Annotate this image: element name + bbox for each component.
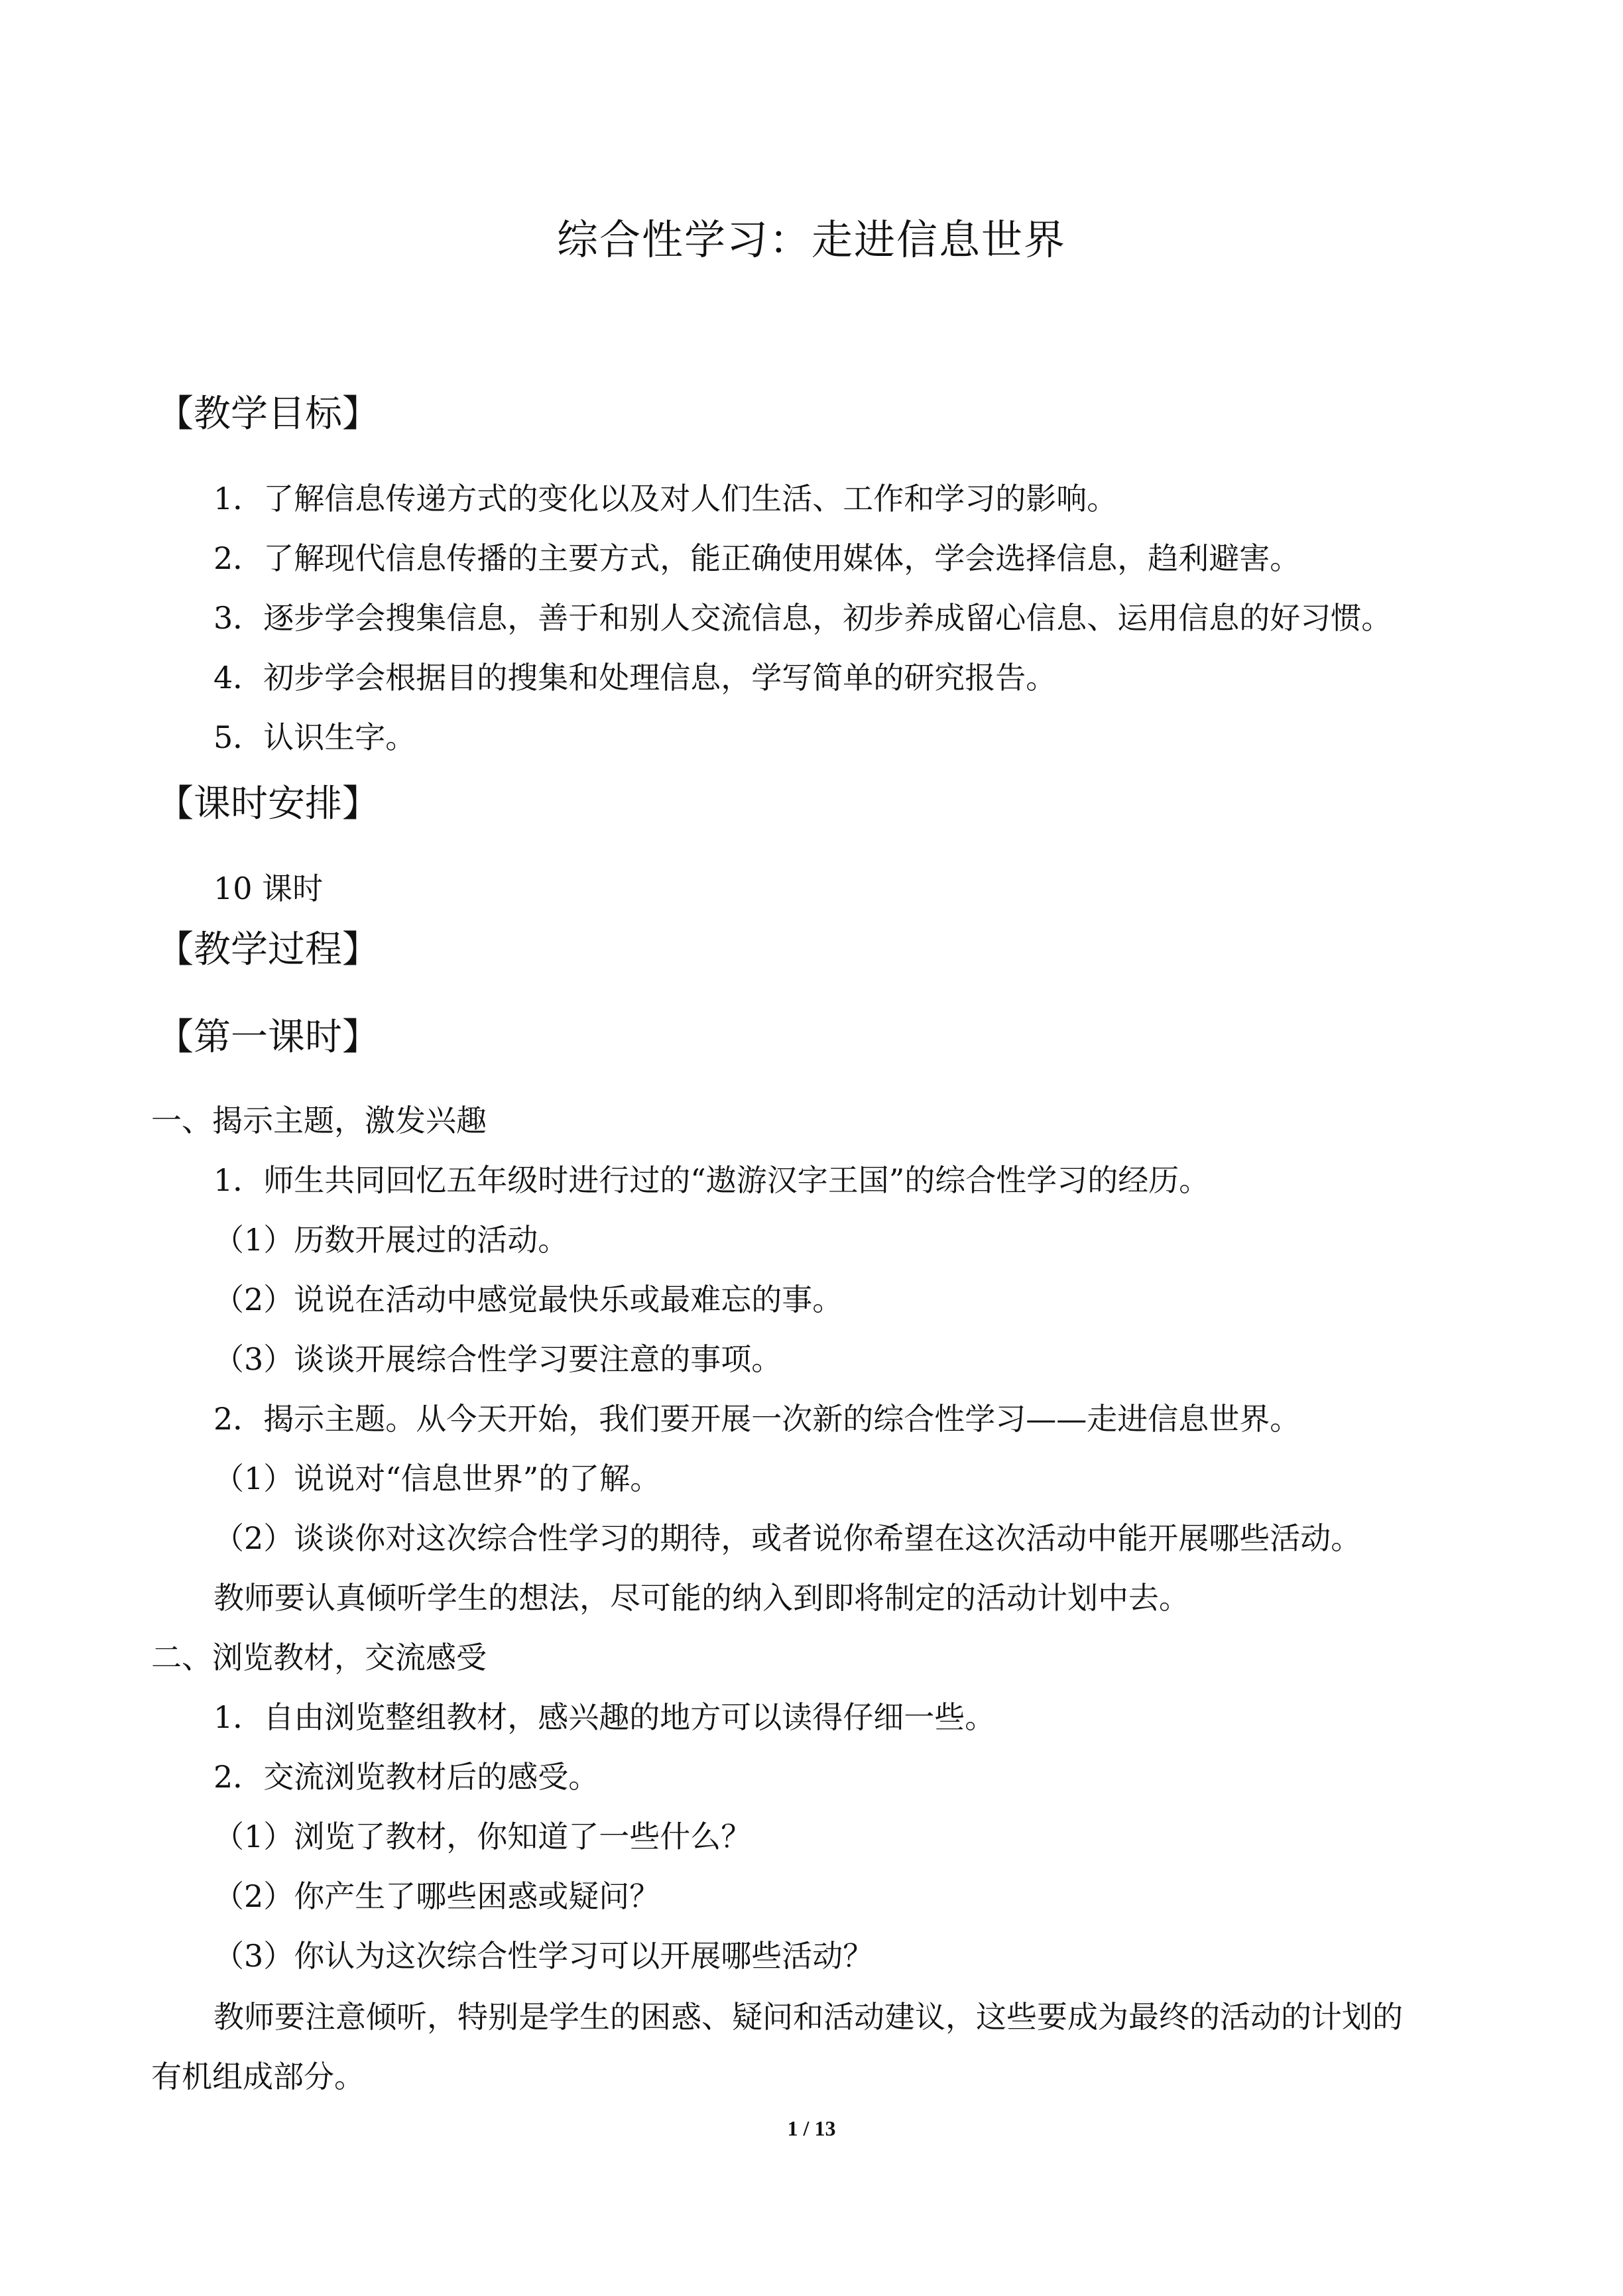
part2-item: （1）浏览了教材，你知道了一些什么？ <box>213 1819 752 1854</box>
part1-item: （1）说说对“信息世界”的了解。 <box>213 1461 661 1496</box>
objective-item: 3．逐步学会搜集信息，善于和别人交流信息，初步养成留心信息、运用信息的好习惯。 <box>213 600 1392 636</box>
schedule-value: 10 课时 <box>213 871 324 906</box>
part1-title: 一、揭示主题，激发兴趣 <box>151 1103 487 1138</box>
part1-item: （3）谈谈开展综合性学习要注意的事项。 <box>213 1341 782 1377</box>
closing-paragraph-line1: 教师要注意倾听，特别是学生的困惑、疑问和活动建议，这些要成为最终的活动的计划的 <box>213 1999 1403 2035</box>
objective-item: 4．初步学会根据目的搜集和处理信息，学写简单的研究报告。 <box>213 660 1057 695</box>
schedule-heading: 【课时安排】 <box>156 782 379 825</box>
part2-item: 1．自由浏览整组教材，感兴趣的地方可以读得仔细一些。 <box>213 1699 996 1735</box>
part1-item: （1）历数开展过的活动。 <box>213 1222 569 1258</box>
part1-item: （2）谈谈你对这次综合性学习的期待，或者说你希望在这次活动中能开展哪些活动。 <box>213 1520 1362 1556</box>
part1-item: 1．师生共同回忆五年级时进行过的“遨游汉字王国”的综合性学习的经历。 <box>213 1162 1210 1198</box>
process-heading: 【教学过程】 <box>156 928 379 971</box>
page-number: 1 / 13 <box>787 2116 836 2140</box>
part2-title: 二、浏览教材，交流感受 <box>151 1640 487 1675</box>
part2-item: （3）你认为这次综合性学习可以开展哪些活动？ <box>213 1938 874 1974</box>
objective-item: 5．认识生字。 <box>213 719 416 755</box>
document-title: 综合性学习：走进信息世界 <box>556 215 1066 264</box>
lesson1-heading: 【第一课时】 <box>156 1016 379 1059</box>
part1-note: 教师要认真倾听学生的想法，尽可能的纳入到即将制定的活动计划中去。 <box>213 1580 1189 1616</box>
closing-paragraph-line2: 有机组成部分。 <box>151 2059 365 2094</box>
part1-item: （2）说说在活动中感觉最快乐或最难忘的事。 <box>213 1282 843 1317</box>
objectives-heading: 【教学目标】 <box>156 393 379 436</box>
part2-item: 2．交流浏览教材后的感受。 <box>213 1759 599 1795</box>
objective-item: 2．了解现代信息传播的主要方式，能正确使用媒体，学会选择信息，趋利避害。 <box>213 540 1301 576</box>
objective-item: 1．了解信息传递方式的变化以及对人们生活、工作和学习的影响。 <box>213 481 1118 516</box>
part1-item: 2．揭示主题。从今天开始，我们要开展一次新的综合性学习——走进信息世界。 <box>213 1401 1301 1437</box>
part2-item: （2）你产生了哪些困惑或疑问？ <box>213 1878 660 1914</box>
